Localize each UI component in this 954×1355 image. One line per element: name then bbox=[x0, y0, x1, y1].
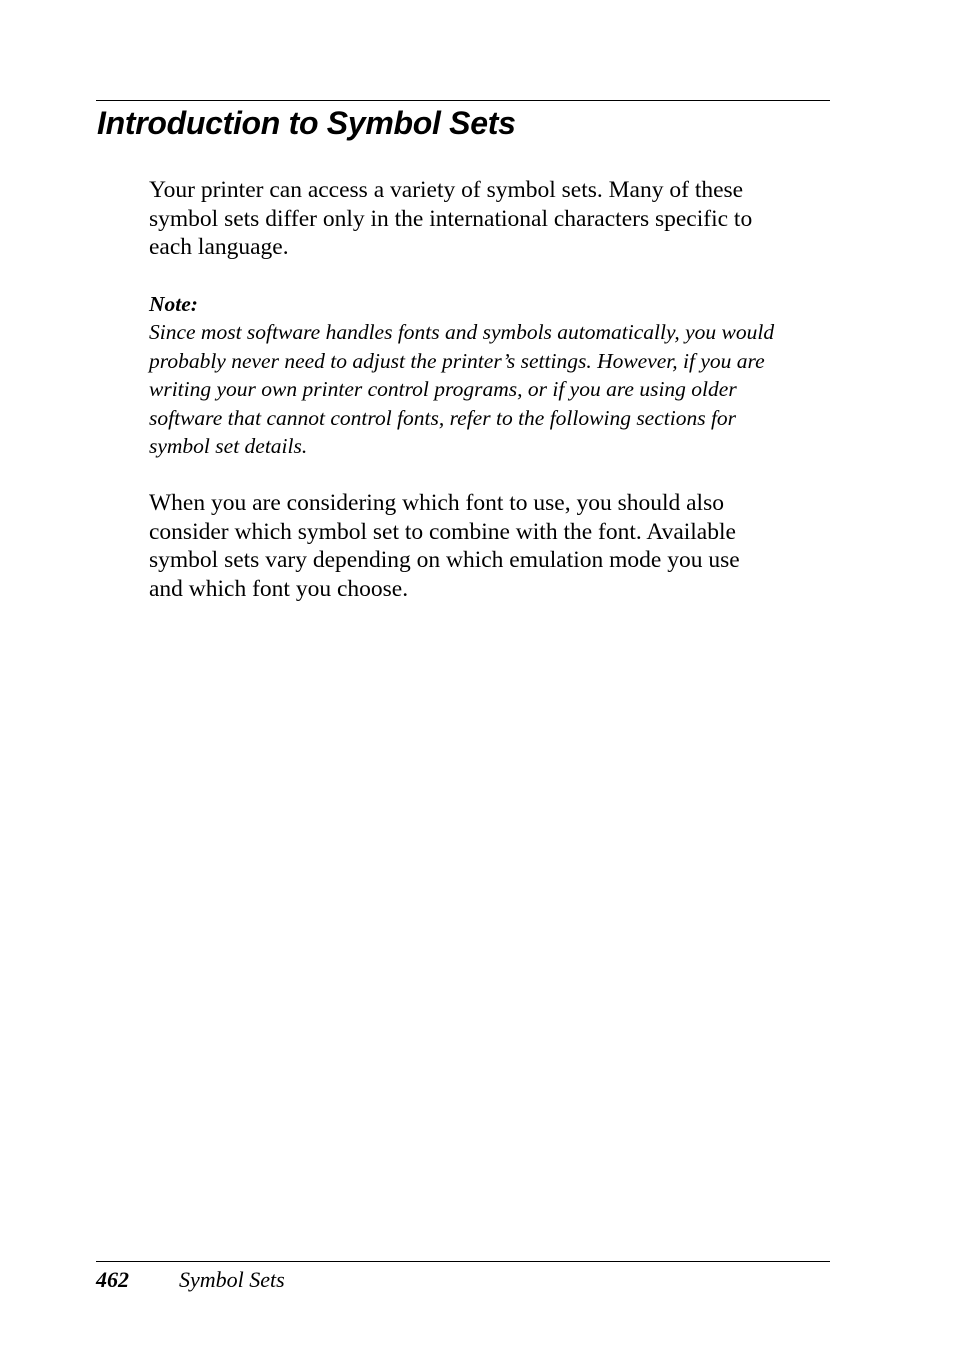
running-title: Symbol Sets bbox=[179, 1267, 285, 1292]
font-paragraph: When you are considering which font to use, you should also consider which symbol set to combine with the font. Available symbol sets vary depending on which emulation mode you use and which font you choose. bbox=[149, 490, 740, 603]
intro-paragraph: Your printer can access a variety of symbol sets. Many of these symbol sets differ only in the international characters specific to each language. bbox=[149, 177, 753, 261]
note-text: Since most software handles fonts and symbols automatically, you would probably never need to adjust the printer’s settings. However, if you are writing your own printer control programs, or if you are using older software that cannot control fonts, refer to the following sections for symbol set details. bbox=[149, 320, 775, 458]
footer-rule bbox=[96, 1261, 830, 1262]
page-number: 462 bbox=[96, 1267, 129, 1292]
note-label: Note: bbox=[149, 292, 198, 316]
page-title: Introduction to Symbol Sets bbox=[97, 105, 516, 141]
